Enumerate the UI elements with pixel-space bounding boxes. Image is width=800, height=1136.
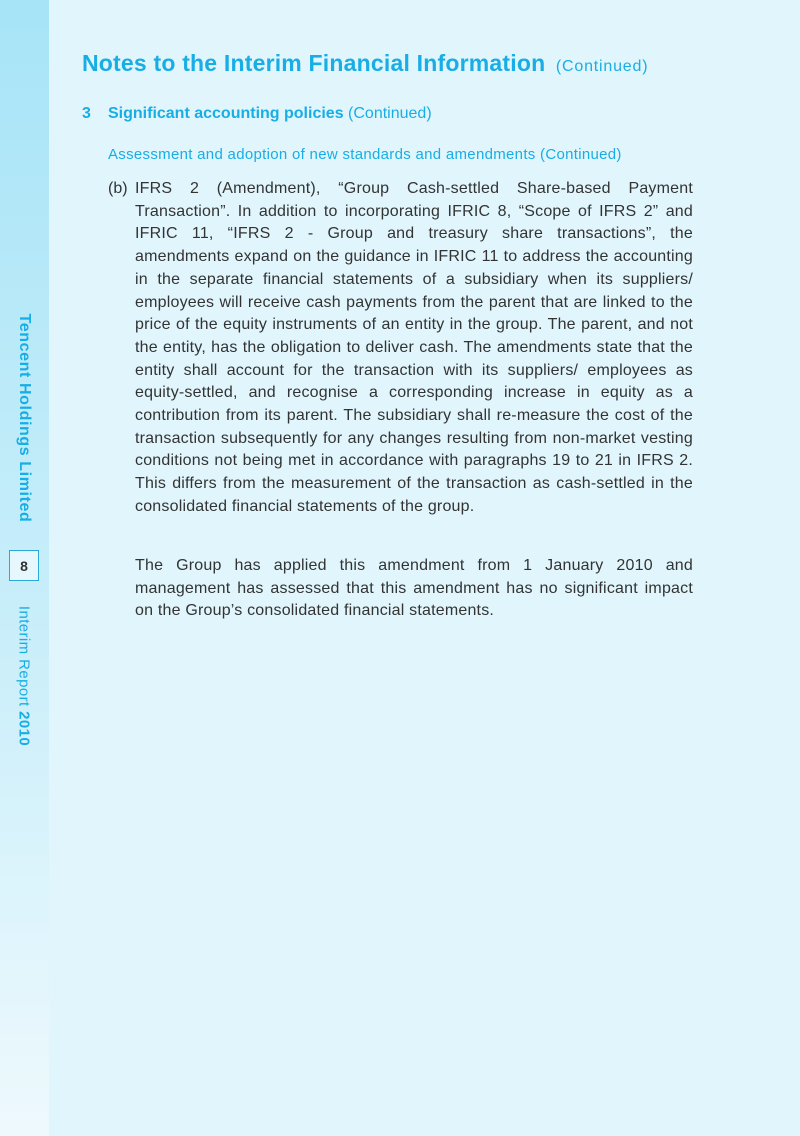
sidebar-report-label bbox=[16, 606, 33, 746]
page-title bbox=[82, 50, 648, 77]
report-label: Interim Report bbox=[15, 605, 33, 707]
section-number: 3 bbox=[82, 105, 91, 122]
section-title bbox=[108, 105, 432, 123]
sidebar-company-name: Tencent Holdings Limited bbox=[16, 313, 33, 523]
item-label: (b) bbox=[108, 180, 128, 197]
item-paragraph: IFRS 2 (Amendment), “Group Cash-settled Share-based Payment Transaction”. In addition to incorporating IFRIC 8, “Scope of IFRS 2” and IFRIC 11, “IFRS 2 - Group and treasury share transactions”, the amendments expand on the guidance in IFRIC 11 to address the accounting in the separate financial statements of a subsidiary when its suppliers/ employees will receive cash payments from the parent that are linked to the price of the equity instruments of an entity in the group. The parent, and not the entity, has the obligation to deliver cash. The amendments state that the entity shall account for the transaction with its suppliers/ employees as equity-settled, and recognise a corresponding increase in equity as a contribution from its parent. The subsidiary shall re-measure the cost of the transaction subsequently for any changes resulting from non-market vesting conditions not being met in accordance with paragraphs 19 to 21 in IFRS 2. This differs from the measurement of the transaction as cash-settled in the consolidated financial statements of the group. bbox=[135, 180, 693, 515]
page-title-text: Notes to the Interim Financial Information bbox=[82, 50, 546, 76]
section-title-continued: (Continued) bbox=[348, 105, 432, 122]
section-title-text: Significant accounting policies bbox=[108, 105, 344, 122]
page-number: 8 bbox=[9, 550, 39, 581]
report-year: 2010 bbox=[15, 711, 33, 747]
subsection-heading: Assessment and adoption of new standards and amendments (Continued) bbox=[108, 146, 622, 163]
page-title-continued: (Continued) bbox=[555, 58, 649, 75]
item-followup-paragraph: The Group has applied this amendment from 1 January 2010 and management has assessed that this amendment has no significant impact on the Group’s consolidated financial statements. bbox=[135, 557, 693, 620]
